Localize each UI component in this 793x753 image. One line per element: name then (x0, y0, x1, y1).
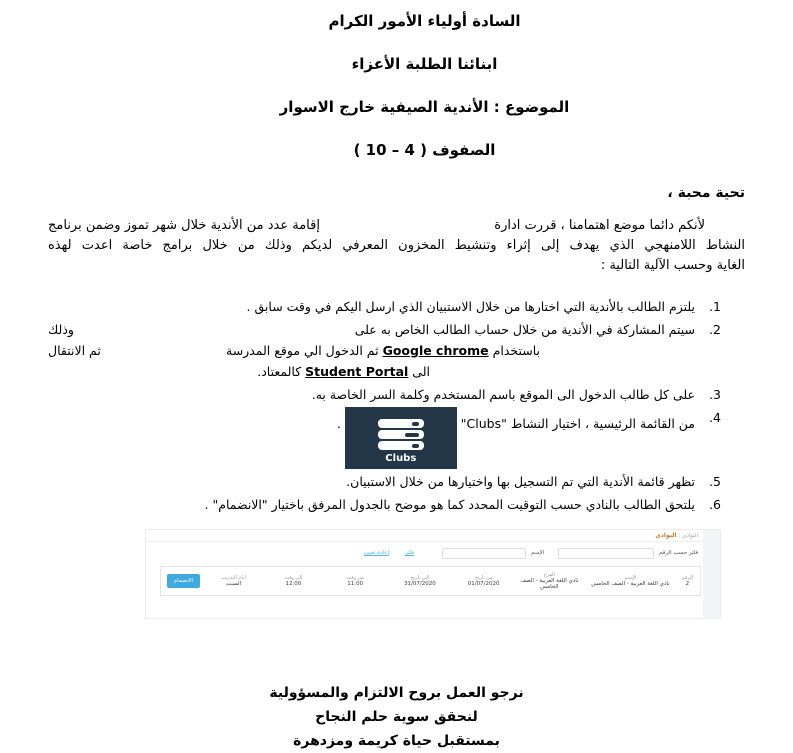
column-to-time (262, 575, 326, 588)
column-training-days-value: السبت (225, 580, 242, 587)
list-item-5 (48, 471, 721, 492)
column-to-date (385, 575, 455, 588)
heading-grades: الصفوف ( 4 – 10 ) (353, 141, 496, 159)
breadcrumb-section: النوادي : (678, 533, 698, 539)
column-from-time (325, 575, 385, 588)
column-to-time-header: الى وقت (284, 574, 303, 581)
intro-line-1 (48, 216, 745, 236)
clubs-tile-label: Clubs (385, 453, 417, 464)
breadcrumb (146, 530, 703, 542)
list-item-2-line-2 (48, 340, 695, 361)
intro-line-2: النشاط اللامنهجي الذي يهدف إلى إثراء وتنشيط المخزون المعرفي لديكم وذلك من خلال برامج خاصة اعدت لهذه (48, 238, 745, 253)
heading-students: ابنائنا الطلبة الأعزاء (351, 55, 498, 73)
list-item-5-text: تظهر قائمة الأندية التي تم التسجيل بها واختيارها من خلال الاستبيان. (346, 474, 695, 489)
closing-line-2: لنحقق سوية حلم النجاح (315, 709, 478, 725)
list-item-3-text: على كل طالب الدخول الى الموقع باسم المستخدم وكلمة السر الخاصة به. (311, 387, 695, 402)
list-item-6 (48, 494, 721, 515)
column-from-date-value: 01/07/2020 (467, 580, 500, 587)
intro-line-1-end: إقامة عدد من الأندية خلال شهر تموز وضمن برنامج (48, 218, 320, 233)
list-item-1-number: 1. (709, 299, 721, 314)
intro-line-3: الغاية وحسب الآلية التالية : (600, 258, 745, 273)
filter-bar (146, 542, 703, 564)
list-item-6-number: 6. (709, 497, 721, 512)
list-item-4-number: 4. (709, 410, 721, 425)
list-item-2-body (48, 319, 695, 382)
filter-name-input[interactable] (442, 548, 526, 559)
list-item-2-line-2-post: ثم الدخول الي موقع المدرسة (226, 343, 379, 358)
filter-by-number-label: فلتر حسب الرقم (659, 550, 698, 556)
list-item-2 (48, 319, 721, 382)
screenshot-content (146, 530, 703, 618)
club-table-row (160, 566, 701, 596)
list-item-1 (48, 296, 721, 317)
list-item-2-line-1 (48, 319, 695, 340)
list-item-3-number: 3. (709, 387, 721, 402)
heading-subject: الموضوع : الأندية الصيفية خارج الاسوار (279, 98, 570, 116)
list-item-3 (48, 384, 721, 405)
column-from-date-header: من تاريخ (474, 574, 493, 581)
column-name-header: الإسم (624, 574, 637, 581)
column-branch (513, 572, 586, 591)
list-item-4 (48, 407, 721, 469)
list-item-2-line-1-end: وذلك (48, 322, 74, 337)
list-item-2-number: 2. (709, 322, 721, 337)
join-button[interactable]: الانضمام (167, 574, 200, 588)
instructions-list (48, 296, 721, 515)
intro-line-1-start: لأنكم دائما موضع اهتمامنا ، قررت ادارة (494, 218, 705, 233)
reset-filter-link[interactable]: إعادة تعيين (363, 550, 390, 556)
screenshot-side-strip (703, 530, 720, 618)
closing-line-1: نرجو العمل بروح الالتزام والمسؤولية (269, 685, 524, 701)
student-portal-label: Student Portal (305, 364, 409, 379)
column-branch-header: الفرع (543, 571, 555, 578)
filter-by-name-label: الإسم (531, 550, 545, 556)
column-name-value: نادي اللغة العربية - الصف الخامس (591, 580, 670, 587)
list-item-2-line-1-main: سيتم المشاركة في الأندية من خلال حساب الطالب الخاص به على (354, 322, 695, 337)
list-item-4-period: . (336, 416, 341, 431)
closing-line-3: بمستقبل حياة كريمة ومزدهرة (293, 733, 500, 749)
clubs-menu-tile[interactable] (345, 407, 457, 469)
column-from-time-value: 11:00 (347, 580, 364, 587)
column-branch-value: نادي اللغة العربية - الصف الخامس (520, 577, 579, 590)
list-item-2-line-2-pre: باستخدام (492, 343, 540, 358)
clubs-stack-icon (378, 419, 424, 450)
filter-number-input[interactable] (558, 548, 654, 559)
column-to-time-value: 12:00 (285, 580, 302, 587)
list-item-4-body (48, 407, 695, 469)
list-item-5-number: 5. (709, 474, 721, 489)
column-training-days (205, 575, 261, 588)
list-item-2-line-3-pre: الى (412, 364, 430, 379)
list-item-2-line-3 (48, 361, 695, 382)
column-action (161, 574, 205, 588)
column-number-value: 2 (685, 580, 690, 587)
heading-recipients: السادة أولياء الأمور الكرام (328, 12, 521, 30)
column-training-days-header: ايام التدريب (221, 574, 246, 581)
column-number (675, 575, 700, 588)
list-item-2-line-3-post: كالمعتاد. (257, 364, 302, 379)
list-item-4-text: من القائمة الرئيسية ، اختيار النشاط "Clubs" (460, 416, 695, 431)
filter-link[interactable]: فلتر (405, 550, 415, 556)
column-from-date (455, 575, 513, 588)
closing-block (48, 681, 745, 753)
document-headings (48, 12, 745, 159)
column-name (586, 575, 675, 588)
column-to-date-header: الى تاريخ (410, 574, 430, 581)
intro-paragraph (48, 216, 745, 276)
list-item-2-line-2-main (226, 340, 540, 361)
clubs-portal-screenshot (145, 529, 721, 619)
list-item-2-line-2-end: ثم الانتقال (48, 343, 101, 358)
column-to-date-value: 31/07/2020 (404, 580, 436, 587)
column-from-time-header: من وقت (346, 574, 365, 581)
greeting-line: تحية محبة ، (667, 185, 745, 201)
column-number-header: الرقم (681, 574, 694, 581)
google-chrome-label: Google chrome (382, 343, 489, 358)
list-item-6-text: يلتحق الطالب بالنادي حسب التوقيت المحدد كما هو موضح بالجدول المرفق باختيار "الانضمام" . (204, 497, 695, 512)
breadcrumb-current[interactable]: النوادي (655, 532, 677, 539)
list-item-1-text: يلتزم الطالب بالأندية التي اختارها من خلال الاستبيان الذي ارسل اليكم في وقت سابق . (246, 299, 695, 314)
